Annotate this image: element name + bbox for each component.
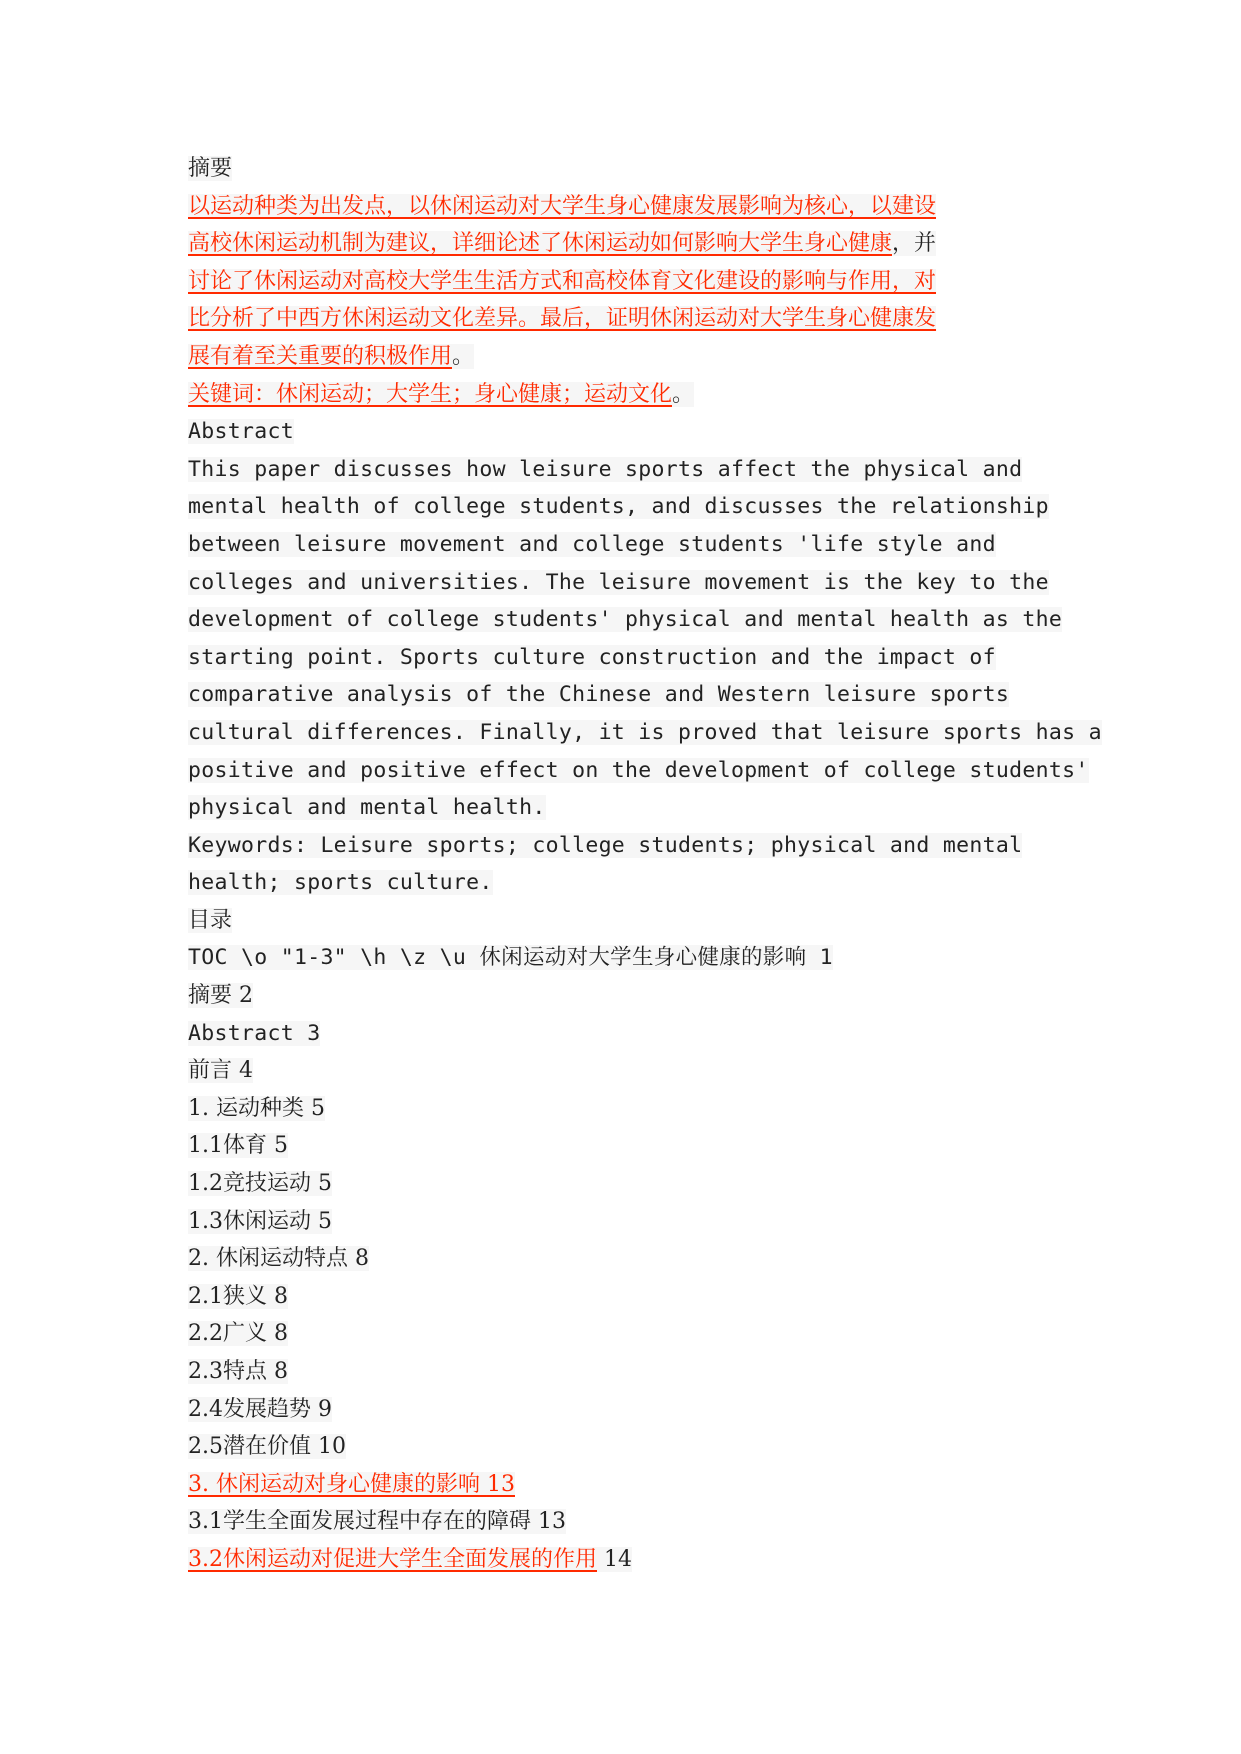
toc-entry-spacer bbox=[304, 1096, 311, 1121]
toc-entry-spacer bbox=[806, 945, 819, 970]
abstract-en-text: physical and mental health. bbox=[188, 795, 546, 821]
toc-heading-text: 目录 bbox=[188, 907, 233, 933]
toc-entry-page: 14 bbox=[604, 1546, 632, 1572]
toc-entry-title[interactable]: 3.2休闲运动对促进大学生全面发展的作用 bbox=[188, 1546, 597, 1572]
abstract-en-line bbox=[188, 601, 1068, 639]
toc-entry-spacer bbox=[311, 1209, 318, 1234]
toc-entry[interactable] bbox=[188, 1315, 1068, 1353]
toc-entry-title[interactable]: 2.3特点 bbox=[188, 1359, 267, 1384]
abstract-en-text: cultural differences. Finally, it is proved that leisure sports has a bbox=[188, 719, 1102, 745]
toc-entry-spacer bbox=[311, 1434, 318, 1459]
toc-entry[interactable] bbox=[188, 1240, 1068, 1278]
abstract-en-text: positive and positive effect on the development of college students' bbox=[188, 757, 1089, 783]
toc-entry[interactable] bbox=[188, 939, 1068, 977]
abstract-cn-line bbox=[188, 225, 1068, 263]
toc-entry[interactable] bbox=[188, 977, 1068, 1015]
toc-entry-spacer bbox=[531, 1509, 538, 1534]
toc-entry-page: 13 bbox=[538, 1509, 566, 1535]
toc-entry[interactable] bbox=[188, 1165, 1068, 1203]
abstract-cn-tail-text: ，并 bbox=[892, 231, 937, 257]
toc-list bbox=[188, 939, 1068, 1578]
toc-entry[interactable] bbox=[188, 1428, 1068, 1466]
toc-entry-spacer bbox=[311, 1397, 318, 1422]
keywords-cn-tail: 。 bbox=[672, 381, 695, 407]
abstract-cn-red-text: 高校休闲运动机制为建议，详细论述了休闲运动如何影响大学生身心健康 bbox=[188, 231, 893, 257]
abstract-cn-red-text: 展有着至关重要的积极作用 bbox=[188, 343, 453, 369]
toc-entry-title[interactable]: 1. 运动种类 bbox=[188, 1095, 304, 1121]
toc-entry-page: 3 bbox=[307, 1020, 321, 1046]
toc-entry-page: 5 bbox=[318, 1208, 332, 1234]
abstract-cn-line bbox=[188, 300, 1068, 338]
abstract-en-line bbox=[188, 564, 1068, 602]
toc-entry-title[interactable]: 1.2竞技运动 bbox=[188, 1171, 311, 1197]
abstract-en-text: between leisure movement and college students 'life style and bbox=[188, 531, 996, 557]
abstract-cn-line bbox=[188, 263, 1068, 301]
toc-heading bbox=[188, 902, 1068, 940]
toc-entry-spacer bbox=[597, 1547, 604, 1572]
abstract-en-line bbox=[188, 676, 1068, 714]
toc-entry-page: 8 bbox=[354, 1246, 369, 1272]
toc-entry-page: 10 bbox=[318, 1434, 346, 1460]
keywords-cn-text: 关键词：休闲运动；大学生；身心健康；运动文化 bbox=[188, 381, 673, 407]
toc-entry-page: 9 bbox=[318, 1396, 332, 1422]
toc-entry-spacer bbox=[480, 1472, 487, 1497]
toc-entry-title[interactable]: 1.1体育 bbox=[188, 1133, 267, 1159]
toc-entry[interactable] bbox=[188, 1541, 1068, 1579]
toc-entry-page: 5 bbox=[310, 1095, 325, 1121]
toc-entry-page: 13 bbox=[486, 1471, 515, 1497]
toc-entry-title[interactable]: 2.1狭义 bbox=[188, 1283, 267, 1309]
abstract-cn-line bbox=[188, 338, 1068, 376]
toc-entry-title[interactable]: 3.1学生全面发展过程中存在的障碍 bbox=[188, 1509, 531, 1535]
keywords-en-text: Keywords: Leisure sports; college students; physical and mental bbox=[188, 832, 1023, 858]
toc-entry-title[interactable]: 1.3休闲运动 bbox=[188, 1208, 311, 1234]
abstract-en-text: starting point. Sports culture construction and the impact of bbox=[188, 644, 996, 670]
toc-entry[interactable] bbox=[188, 1503, 1068, 1541]
toc-entry[interactable] bbox=[188, 1466, 1068, 1504]
toc-entry-page: 8 bbox=[274, 1283, 288, 1309]
toc-entry-title[interactable]: 2. 休闲运动特点 bbox=[188, 1246, 348, 1272]
toc-entry-spacer bbox=[294, 1021, 307, 1046]
toc-entry-spacer bbox=[232, 1058, 239, 1083]
toc-entry[interactable] bbox=[188, 1391, 1068, 1429]
toc-entry-spacer bbox=[267, 1284, 274, 1309]
toc-entry-spacer bbox=[267, 1321, 274, 1346]
toc-entry-spacer bbox=[267, 1133, 274, 1158]
abstract-en-heading bbox=[188, 413, 1068, 451]
toc-entry-page: 8 bbox=[274, 1321, 288, 1347]
abstract-en-line bbox=[188, 752, 1089, 790]
abstract-cn-heading bbox=[188, 150, 1068, 188]
keywords-en-text: health; sports culture. bbox=[188, 870, 493, 896]
abstract-en-text: comparative analysis of the Chinese and Western leisure sports bbox=[188, 682, 1010, 708]
abstract-cn-red-text: 比分析了中西方休闲运动文化差异 bbox=[188, 306, 519, 332]
toc-entry-title[interactable]: 2.2广义 bbox=[188, 1321, 267, 1347]
abstract-en-line bbox=[188, 639, 1068, 677]
toc-entry[interactable] bbox=[188, 1052, 1068, 1090]
toc-entry[interactable] bbox=[188, 1127, 1068, 1165]
toc-entry[interactable] bbox=[188, 1203, 1068, 1241]
toc-entry-title[interactable]: 3. 休闲运动对身心健康的影响 bbox=[188, 1471, 480, 1497]
toc-entry-title[interactable]: TOC \o "1-3" \h \z \u 休闲运动对大学生身心健康的影响 bbox=[188, 945, 807, 971]
abstract-cn-red-text: 以运动种类为出发点，以休闲运动对大学生身心健康发展影响为核心，以建设 bbox=[188, 193, 937, 219]
document-page bbox=[188, 150, 1102, 1579]
toc-entry-page: 8 bbox=[274, 1359, 288, 1384]
abstract-cn-red-text-2: 。最后，证明休闲运动对大学生身心健康发 bbox=[518, 306, 937, 332]
abstract-en-text: development of college students' physical and mental health as the bbox=[188, 607, 1063, 633]
abstract-cn-tail-text: 。 bbox=[452, 343, 475, 369]
toc-entry[interactable] bbox=[188, 1090, 1068, 1128]
toc-entry-title[interactable]: Abstract bbox=[188, 1020, 294, 1046]
toc-entry[interactable] bbox=[188, 1015, 1068, 1053]
toc-entry-title[interactable]: 前言 bbox=[188, 1058, 233, 1084]
toc-entry-page: 4 bbox=[239, 1058, 254, 1084]
abstract-en-line bbox=[188, 714, 1102, 752]
abstract-cn-keywords bbox=[188, 376, 1068, 414]
abstract-en-line bbox=[188, 451, 1068, 489]
toc-entry-title[interactable]: 2.5潜在价值 bbox=[188, 1434, 311, 1460]
abstract-cn-line bbox=[188, 188, 1068, 226]
toc-entry-page: 2 bbox=[239, 983, 254, 1009]
abstract-en-line bbox=[188, 488, 1068, 526]
abstract-en-text: colleges and universities. The leisure movement is the key to the bbox=[188, 569, 1049, 595]
abstract-en-line bbox=[188, 526, 1068, 564]
toc-entry-spacer bbox=[267, 1359, 274, 1384]
abstract-en-text: mental health of college students, and discusses the relationship bbox=[188, 494, 1049, 520]
toc-entry-spacer bbox=[311, 1171, 318, 1196]
toc-entry[interactable] bbox=[188, 1278, 1068, 1316]
abstract-en-line bbox=[188, 789, 1068, 827]
abstract-en-heading-text: Abstract bbox=[188, 419, 294, 445]
toc-entry-spacer bbox=[348, 1246, 355, 1271]
abstract-en-text: This paper discusses how leisure sports affect the physical and bbox=[188, 456, 1023, 482]
keywords-en-line bbox=[188, 827, 1068, 865]
abstract-cn-red-text: 讨论了休闲运动对高校大学生生活方式和高校体育文化建设的影响与作用，对 bbox=[188, 268, 937, 294]
keywords-en-line bbox=[188, 864, 1068, 902]
toc-entry-page: 5 bbox=[274, 1133, 288, 1159]
toc-entry-title[interactable]: 2.4发展趋势 bbox=[188, 1396, 311, 1422]
toc-entry-title[interactable]: 摘要 bbox=[188, 983, 233, 1009]
toc-entry-spacer bbox=[232, 983, 239, 1008]
toc-entry-page: 1 bbox=[819, 945, 833, 971]
toc-entry-page: 5 bbox=[318, 1171, 332, 1197]
abstract-cn-heading-text: 摘要 bbox=[188, 156, 233, 181]
toc-entry[interactable] bbox=[188, 1353, 1068, 1391]
